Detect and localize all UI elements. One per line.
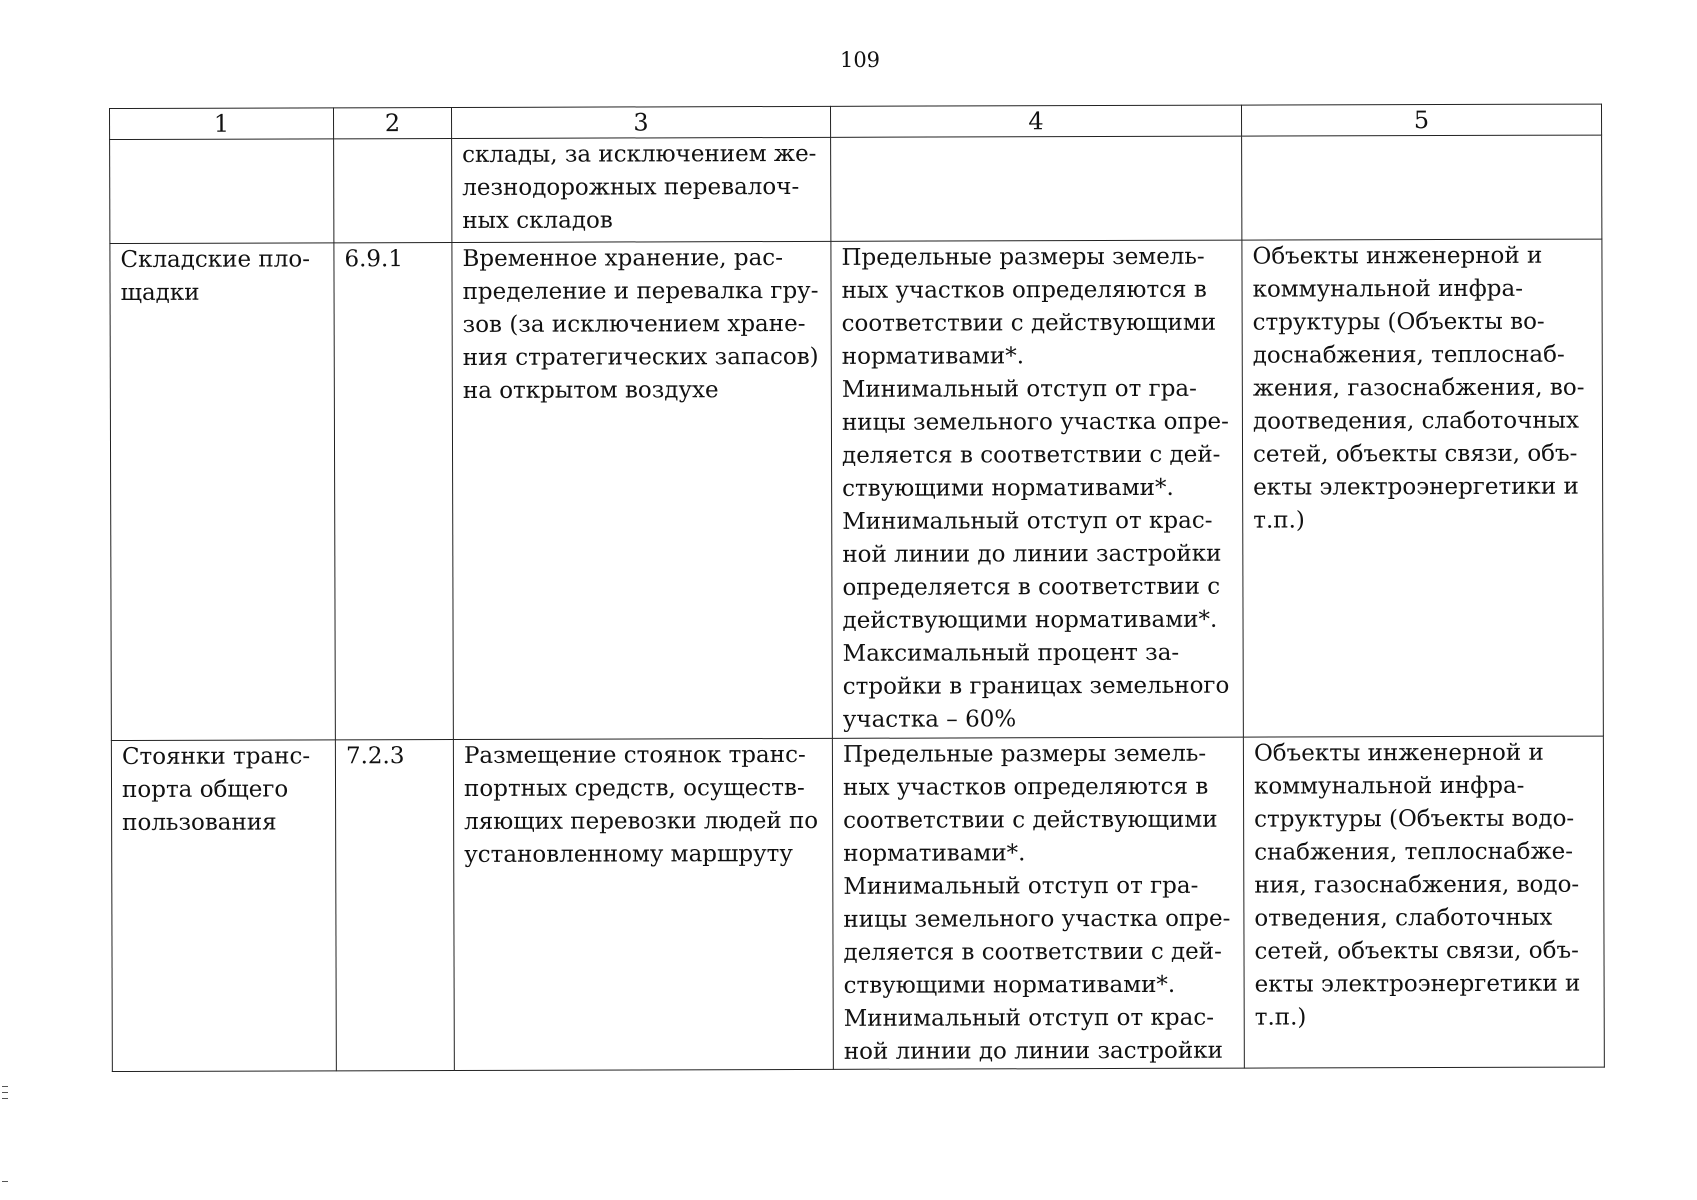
table-row bbox=[110, 239, 1603, 740]
cell-line: деляется в соответствии с дей- bbox=[843, 938, 1222, 966]
scan-edge-mark bbox=[2, 1086, 8, 1087]
cell-line: на открытом воздухе bbox=[462, 377, 719, 404]
column-number: 2 bbox=[334, 107, 452, 138]
cell-line: сетей, объекты связи, объ- bbox=[1252, 440, 1578, 468]
cell-line: Предельные размеры земель- bbox=[841, 243, 1205, 271]
cell-line: деляется в соответствии с дей- bbox=[841, 441, 1221, 469]
cell-line: пределение и перевалка гру- bbox=[462, 277, 819, 305]
auxiliary-uses-cell bbox=[1243, 736, 1604, 1068]
cell-line: отведения, слаботочных bbox=[1254, 904, 1553, 932]
cell-line: коммунальной инфра- bbox=[1253, 772, 1525, 800]
cell-line: ной линии до линии застройки bbox=[842, 540, 1222, 568]
cell-line: ных участков определяются в bbox=[842, 773, 1209, 801]
land-use-table bbox=[109, 104, 1605, 1072]
cell-line: коммунальной инфра- bbox=[1252, 275, 1523, 303]
cell-line: ницы земельного участка опре- bbox=[843, 905, 1231, 933]
cell-line: структуры (Объекты во- bbox=[1252, 308, 1545, 336]
use-code-cell bbox=[335, 739, 454, 1070]
cell-line: екты электроэнергетики и bbox=[1254, 970, 1581, 998]
cell-line: определяется в соответствии с bbox=[842, 573, 1221, 601]
cell-line: снабжения, теплоснабже- bbox=[1254, 838, 1574, 866]
table-row bbox=[110, 135, 1602, 243]
cell-line: ния, газоснабжения, водо- bbox=[1254, 871, 1580, 899]
cell-line: структуры (Объекты водо- bbox=[1254, 805, 1575, 833]
cell-line: ных участков определяются в bbox=[841, 276, 1207, 304]
column-number: 1 bbox=[110, 108, 334, 140]
cell-line: Минимальный отступ от крас- bbox=[843, 1004, 1214, 1032]
parameters-cell bbox=[831, 240, 1243, 738]
cell-line: стройки в границах земельного bbox=[842, 672, 1230, 700]
auxiliary-uses-cell bbox=[1242, 239, 1603, 737]
cell-line: 6.9.1 bbox=[344, 246, 404, 273]
use-description-cell bbox=[452, 137, 831, 242]
cell-line: ных складов bbox=[462, 207, 613, 234]
cell-line: сетей, объекты связи, объ- bbox=[1254, 937, 1579, 965]
cell-line: Складские пло- bbox=[120, 246, 311, 273]
cell-line: Максимальный процент за- bbox=[842, 639, 1180, 667]
cell-line: Объекты инженерной и bbox=[1253, 739, 1544, 767]
cell-line: Минимальный отступ от крас- bbox=[842, 507, 1213, 535]
cell-line: зов (за исключением хране- bbox=[462, 310, 806, 338]
cell-line: склады, за исключением же- bbox=[462, 140, 817, 168]
cell-line: ницы земельного участка опре- bbox=[841, 408, 1229, 436]
cell-line: жения, газоснабжения, во- bbox=[1252, 374, 1585, 402]
scan-edge-mark bbox=[2, 1092, 8, 1093]
cell-line: участка – 60% bbox=[842, 706, 1017, 733]
cell-line: Минимальный отступ от гра- bbox=[841, 375, 1197, 403]
column-number-row bbox=[110, 104, 1602, 139]
use-description-cell bbox=[453, 738, 833, 1070]
cell-line: Предельные размеры земель- bbox=[842, 740, 1207, 768]
cell-line: т.п.) bbox=[1254, 1004, 1307, 1031]
parameters-cell bbox=[831, 136, 1242, 241]
auxiliary-uses-cell bbox=[1242, 135, 1602, 240]
cell-line: Минимальный отступ от гра- bbox=[843, 872, 1199, 900]
cell-line: щадки bbox=[120, 279, 200, 306]
use-type-name-cell bbox=[111, 740, 336, 1072]
cell-line: ния стратегических запасов) bbox=[462, 343, 819, 371]
cell-line: соответствии с действующими bbox=[843, 806, 1218, 834]
use-type-name-cell bbox=[110, 139, 334, 244]
cell-line: ствующими нормативами*. bbox=[843, 971, 1176, 999]
use-code-cell bbox=[334, 138, 452, 242]
column-number: 3 bbox=[451, 106, 830, 138]
cell-line: екты электроэнергетики и bbox=[1253, 473, 1579, 501]
cell-line: Стоянки транс- bbox=[121, 743, 311, 770]
cell-line: лезнодорожных перевалоч- bbox=[462, 173, 800, 201]
column-number: 5 bbox=[1241, 104, 1601, 136]
cell-line: Объекты инженерной и bbox=[1252, 242, 1543, 270]
cell-line: т.п.) bbox=[1253, 507, 1305, 534]
cell-line: ляющих перевозки людей по bbox=[464, 807, 819, 835]
cell-line: Размещение стоянок транс- bbox=[463, 741, 806, 769]
cell-line: портных средств, осуществ- bbox=[463, 774, 805, 802]
cell-line: ствующими нормативами*. bbox=[842, 474, 1174, 502]
cell-line: ной линии до линии застройки bbox=[843, 1037, 1223, 1065]
scan-edge-mark bbox=[2, 1181, 8, 1182]
cell-line: Временное хранение, рас- bbox=[462, 245, 783, 272]
cell-line: соответствии с действующими bbox=[841, 309, 1217, 337]
cell-line: нормативами*. bbox=[841, 343, 1025, 370]
cell-line: доснабжения, теплоснаб- bbox=[1252, 341, 1565, 369]
cell-line: доотведения, слаботочных bbox=[1252, 407, 1579, 435]
scan-edge-mark bbox=[2, 1098, 8, 1099]
cell-line: 7.2.3 bbox=[345, 743, 405, 770]
cell-line: пользования bbox=[122, 809, 277, 836]
cell-line: нормативами*. bbox=[843, 840, 1026, 867]
column-number: 4 bbox=[830, 105, 1241, 137]
use-type-name-cell bbox=[110, 243, 335, 741]
table-row bbox=[111, 736, 1604, 1071]
page-number: 109 bbox=[839, 48, 881, 72]
cell-line: действующими нормативами*. bbox=[842, 606, 1218, 634]
use-description-cell bbox=[452, 241, 832, 739]
cell-line: установленному маршруту bbox=[464, 840, 793, 868]
use-code-cell bbox=[334, 242, 453, 739]
cell-line: порта общего bbox=[121, 776, 289, 803]
parameters-cell bbox=[832, 737, 1244, 1069]
